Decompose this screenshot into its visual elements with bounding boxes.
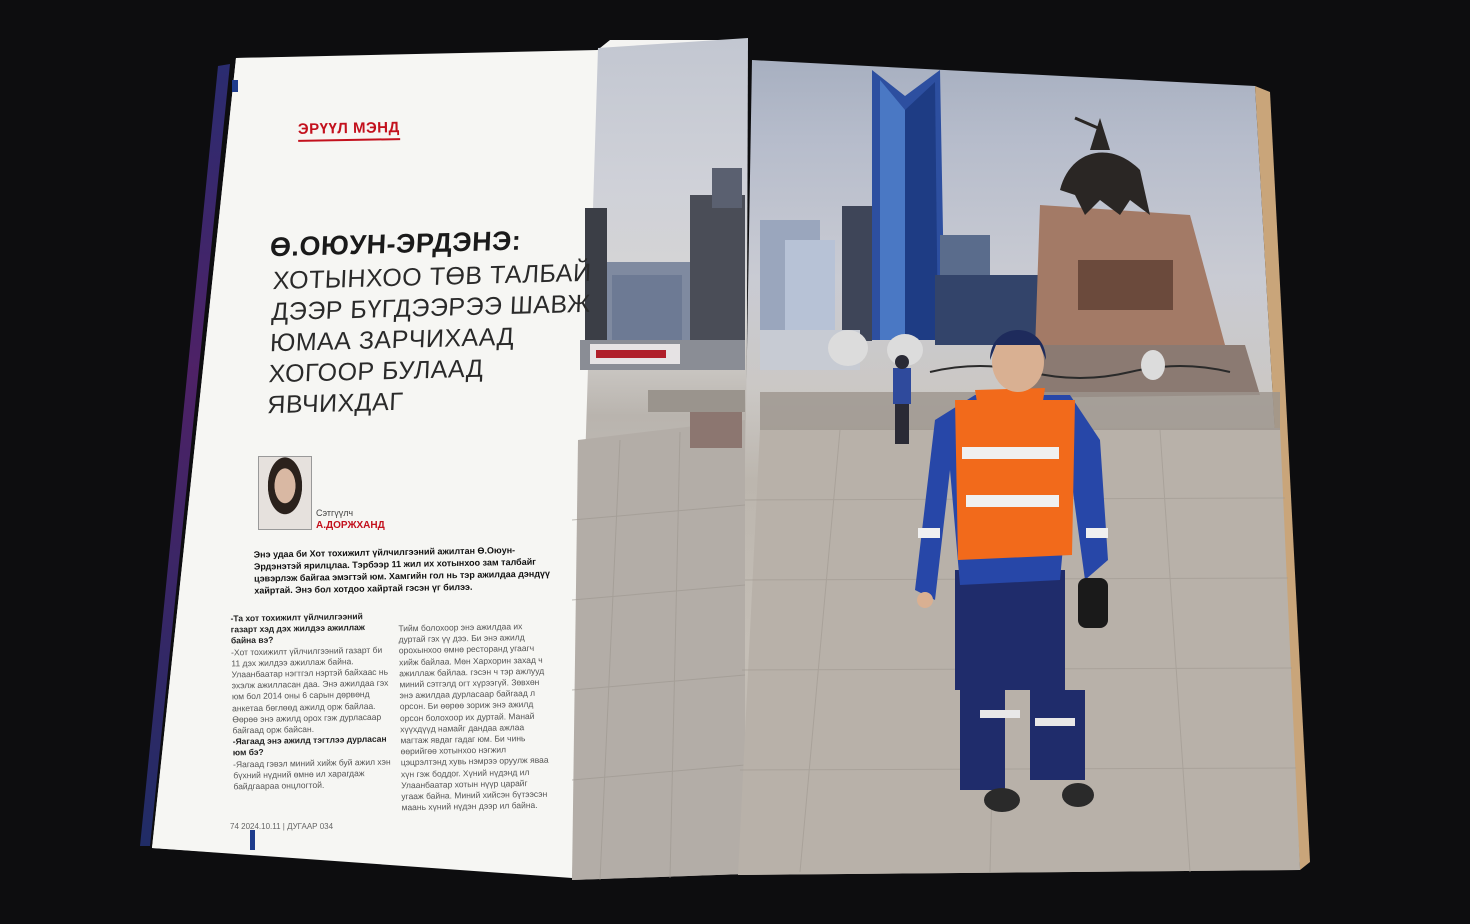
- background-worker: [893, 355, 911, 444]
- planter-box: [690, 408, 742, 448]
- section-tag: ЭРҮҮЛ МЭНД: [298, 119, 400, 142]
- article-column-1: [230, 611, 393, 793]
- monument: [1010, 118, 1260, 398]
- stone-step: [648, 390, 745, 412]
- interview-answer: -Хот тохижилт үйлчилгээний газарт би 11 дэх жилдээ ажиллаж байна. Улаанбаатар нэгтгэл нэртэй байхаас нь эхэлж ажилласан даа. Энэ ажилдаа гэх юм бол 2014 оны 6 сарын дөрвөнд анкетаа бөглөөд ажилд орж байлаа. Өөрөө энэ ажилд орох гэж дурласаар байгаад орж байсан.: [231, 644, 389, 736]
- article-lede: Энэ удаа би Хот тохижилт үйлчилгээний ажилтан Ө.Оюун-Эрдэнэтэй ярилцлаа. Тэрбээр 11 жил их хотынхоо зам талбайг цэвэрлэж байгаа эмэгтэй юм. Хамгийн гол нь тэр ажилдаа дэндүү хайртай. Энэ бол хотдоо хайртай гэсэн үг билээ.: [253, 545, 551, 596]
- top-blue-marker: [232, 80, 238, 92]
- subhead-line: ДЭЭР БҮГДЭЭРЭЭ ШАВЖ: [270, 289, 592, 327]
- interview-answer: -Яагаад гэвэл миний хийж буй ажил хэн бүхний нүдний өмнө ил харагдаж байдгаараа онцлогтой.: [232, 756, 391, 792]
- blue-tower: [872, 70, 945, 340]
- left-plaza-ground: [572, 420, 745, 880]
- interview-question: -Та хот тохижилт үйлчилгээний газарт хэд дэх жилдээ ажиллаж байна вэ?: [230, 611, 365, 646]
- author-portrait: [258, 456, 312, 530]
- subhead-line: ЯВЧИХДАГ: [266, 387, 404, 420]
- interview-question: -Яагаад энэ ажилд тэгтлээ дурласан юм бэ?: [232, 733, 387, 758]
- subhead-line: ЮМАА ЗАРЧИХААД: [269, 322, 515, 358]
- article-column-2: Тийм болохоор энэ ажилдаа их дуртай гэх үү дээ. Би энэ ажилд орохынхоо өмнө ресторанд угаагч хийж байлаа. Мөн Хархорин захад ч ажиллаж байлаа. гэсэн ч тэр ажлууд миний сэтгэлд огт хүрээгүй. Зөвхөн энэ ажилдаа дурласаар байгаад л орсон. Би өөрөө зориж энэ ажилд орсон болохоор их дуртай. Манай хүүхдүүд намайг дандаа ажлаа магтаж явдаг гадаг юм. Би чинь өөрийгөө хотынхоо нэгжил цэцрэлтэнд хувь нэмрээ оруулж яваа хүн гэж боддог. Хүний нүдэнд ил Улаанбаатар хотын нүүр царайг угааж байна. Миний хийсэн бүтээсэн маань хүний нүдэн дээр ил байна.: [398, 621, 549, 813]
- article-subhead: [267, 258, 594, 422]
- left-photo-buildings: [580, 168, 745, 370]
- page-footer: 74 2024.10.11 | ДУГААР 034: [230, 822, 334, 831]
- author-name: А.ДОРЖХАНД: [316, 520, 385, 531]
- subhead-line: ХОТЫНХОО ТӨВ ТАЛБАЙ: [272, 258, 593, 296]
- bottom-blue-marker: [250, 830, 255, 850]
- subhead-line: ХОГООР БУЛААД: [268, 354, 485, 389]
- author-role: Сэтгүүлч: [316, 508, 354, 518]
- article-headline: Ө.ОЮУН-ЭРДЭНЭ:: [269, 225, 522, 263]
